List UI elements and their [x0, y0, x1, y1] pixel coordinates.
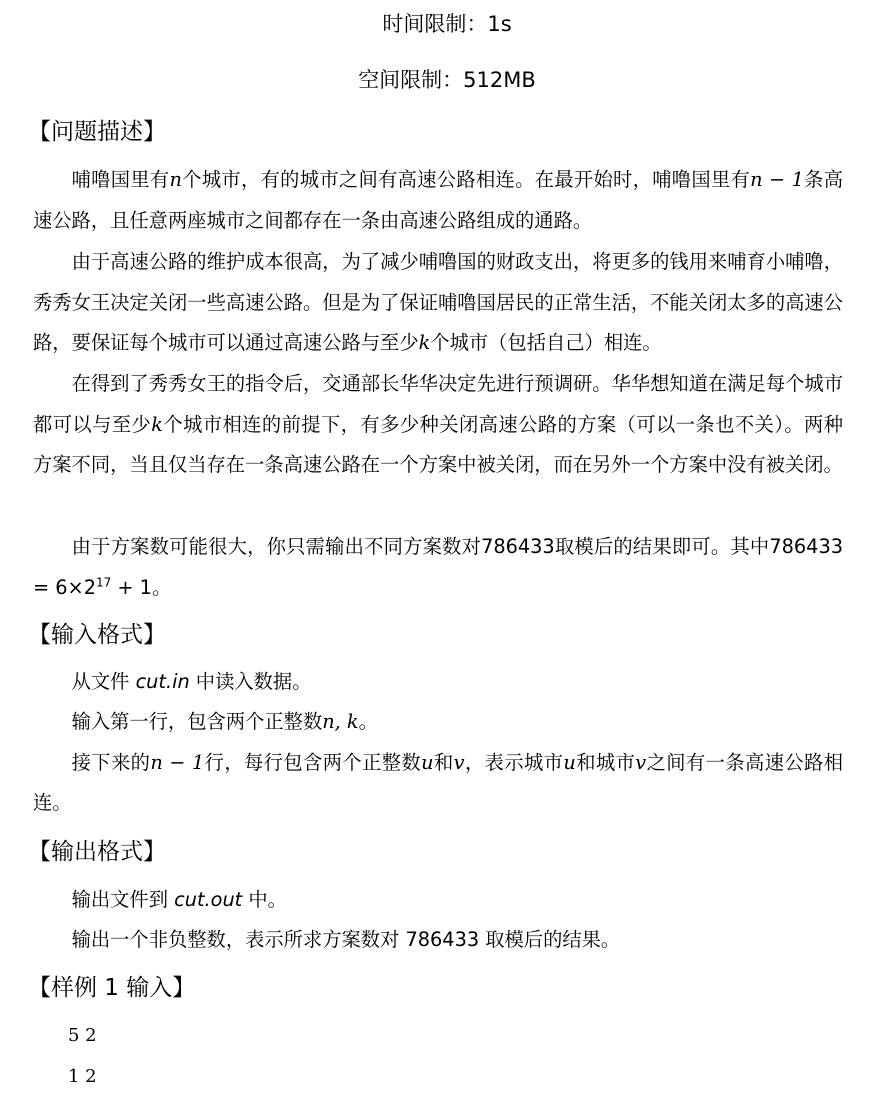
problem-heading: 【问题描述】 — [28, 119, 166, 145]
input-line-edges: 接下来的n − 1行，每行包含两个正整数u和v，表示城市u和城市v之间有一条高速公路相连。 — [33, 751, 844, 814]
output-heading: 【输出格式】 — [28, 839, 166, 865]
problem-paragraph-1: 哺噜国里有n个城市，有的城市之间有高速公路相连。在最开始时，哺噜国里有n − 1条高速公路，且任意两座城市之间都存在一条由高速公路组成的通路。 — [33, 168, 844, 232]
sample-input-line-2: 1 2 — [68, 1066, 97, 1087]
problem-paragraph-2: 由于高速公路的维护成本很高，为了减少哺噜国的财政支出，将更多的钱用来哺育小哺噜，秀秀女王决定关闭一些高速公路。但是为了保证哺噜国居民的正常生活，不能关闭太多的高速公路，要保证每个城市可以通过高速公路与至少k个城市（包括自己）相连。 — [33, 250, 843, 354]
problem-paragraph-3: 在得到了秀秀女王的指令后，交通部长华华决定先进行预调研。华华想知道在满足每个城市都可以与至少k个城市相连的前提下，有多少种关闭高速公路的方案（可以一条也不关）。两种方案不同，当且仅当存在一条高速公路在一个方案中被关闭，而在另外一个方案中没有被关闭。 — [33, 372, 844, 476]
sample-input-heading: 【样例 1 输入】 — [28, 975, 196, 1001]
output-line-file: 输出文件到 cut.out 中。 — [71, 888, 287, 911]
input-line-first: 输入第一行，包含两个正整数n, k。 — [71, 710, 378, 733]
space-limit: 空间限制：512MB — [358, 68, 536, 92]
input-heading: 【输入格式】 — [28, 622, 166, 648]
input-line-file: 从文件 cut.in 中读入数据。 — [71, 670, 312, 693]
problem-paragraph-4: 由于方案数可能很大，你只需输出不同方案数对786433取模后的结果即可。其中$786433 = 6\times 2^{17} + 1$。 — [33, 535, 843, 599]
sample-input-line-1: 5 2 — [68, 1025, 97, 1046]
output-line-desc: 输出一个非负整数，表示所求方案数对 786433 取模后的结果。 — [71, 928, 621, 951]
time-limit: 时间限制：1s — [382, 12, 512, 36]
